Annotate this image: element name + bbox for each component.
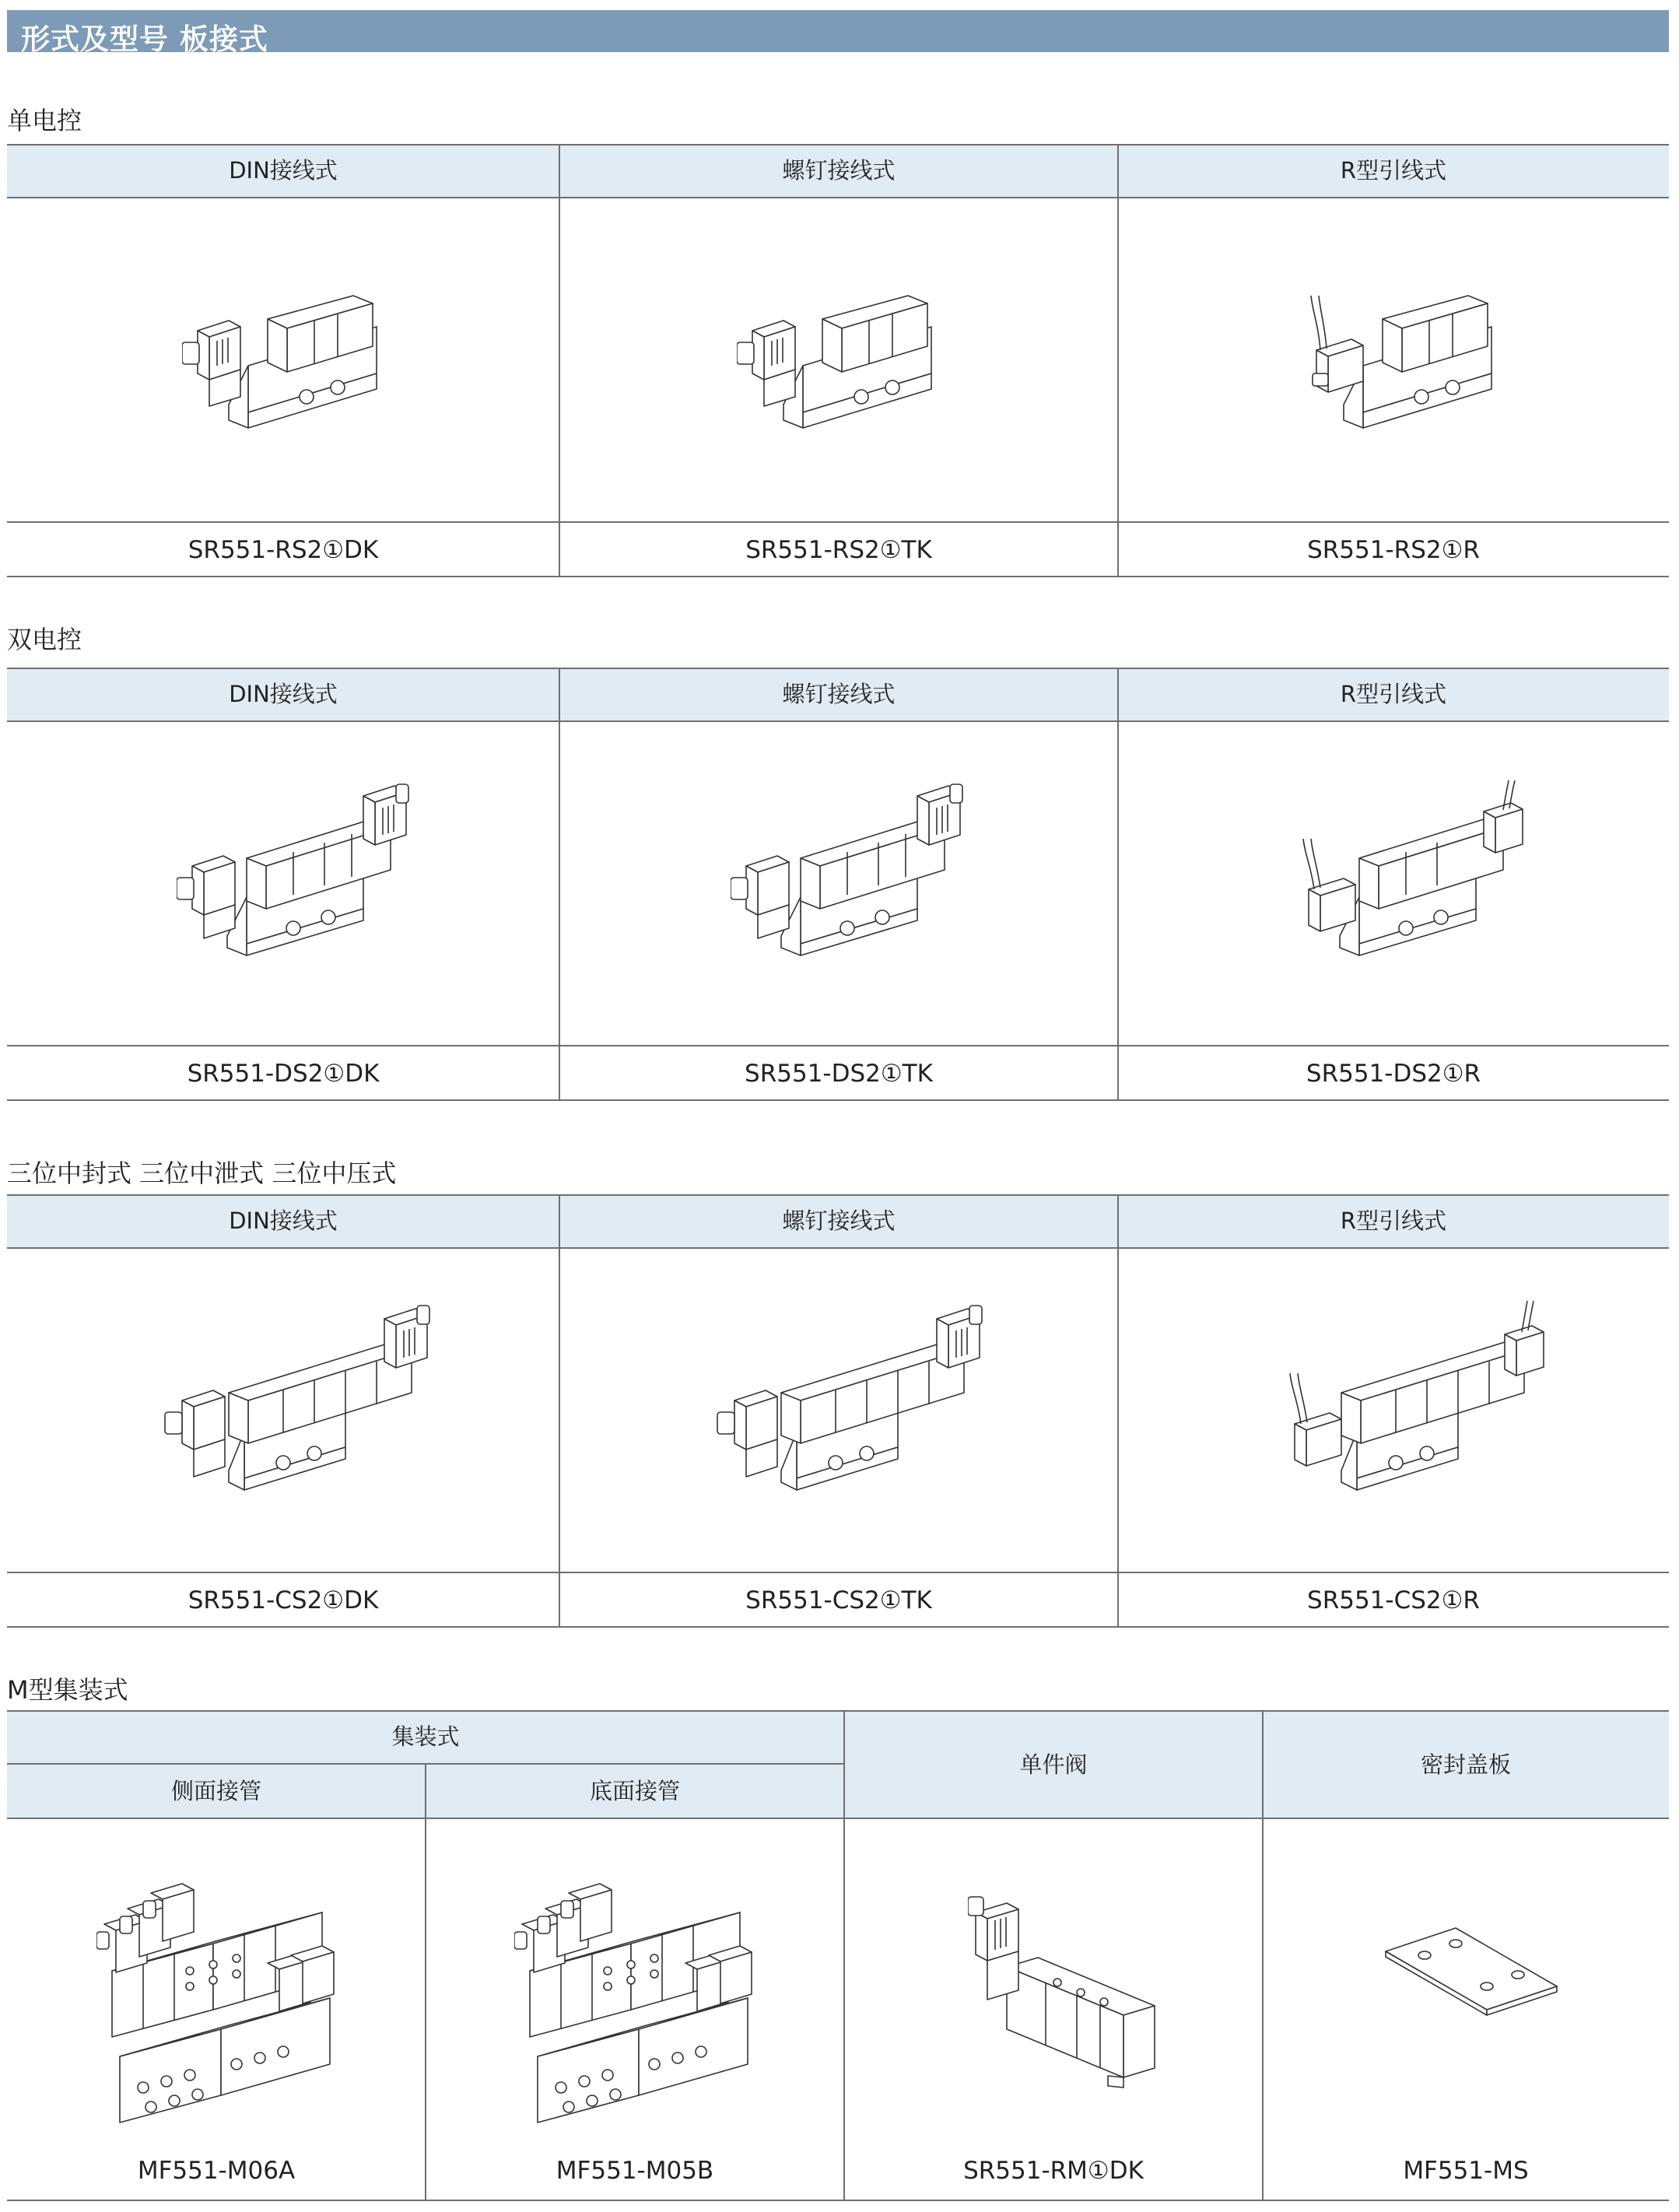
section-heading-three-position: 三位中封式 三位中泄式 三位中压式 — [7, 1159, 397, 1188]
column-divider — [425, 1763, 426, 2201]
section-heading-single-solenoid: 单电控 — [7, 106, 82, 135]
valve-r-lead-image — [1297, 272, 1515, 443]
column-divider — [559, 1194, 560, 1628]
column-divider — [559, 144, 560, 577]
model-cover-plate: MF551-MS — [1403, 2157, 1529, 2185]
manifold-bottom-image — [514, 1877, 755, 2126]
col-header-side-piping: 侧面接管 — [170, 1778, 261, 1804]
model-screw: SR551-DS2①TK — [745, 1060, 933, 1088]
model-r-lead: SR551-RS2①R — [1307, 536, 1480, 564]
model-screw: SR551-RS2①TK — [745, 536, 932, 564]
single-valve-image — [968, 1889, 1162, 2091]
valve-din-image — [182, 272, 400, 443]
col-header-cover-plate: 密封盖板 — [1420, 1751, 1511, 1778]
col-header-single-valve: 单件阀 — [1019, 1751, 1088, 1778]
col-header-screw: 螺钉接线式 — [782, 1208, 896, 1234]
model-manifold-side: MF551-M06A — [137, 2157, 296, 2185]
valve-r-lead-image — [1289, 780, 1530, 967]
col-header-din: DIN接线式 — [229, 1208, 338, 1234]
col-header-din: DIN接线式 — [229, 157, 338, 184]
model-din: SR551-CS2①DK — [188, 1586, 379, 1614]
col-header-r-lead: R型引线式 — [1340, 681, 1447, 707]
three-position-table — [7, 1194, 1669, 1628]
table-bottom-border — [7, 2200, 1669, 2201]
page-title: 形式及型号 板接式 — [21, 23, 268, 56]
model-screw: SR551-CS2①TK — [745, 1586, 932, 1614]
column-divider — [843, 1710, 845, 2201]
valve-din-image — [159, 1299, 439, 1502]
table-image-row — [7, 1249, 1669, 1572]
column-divider — [1117, 144, 1119, 577]
valve-screw-image — [731, 780, 972, 967]
page-title-bar — [7, 10, 1669, 56]
col-header-r-lead: R型引线式 — [1340, 157, 1447, 184]
model-din: SR551-DS2①DK — [187, 1060, 380, 1088]
cover-plate-image — [1378, 1920, 1565, 2021]
table-image-row — [7, 722, 1669, 1045]
column-divider — [1117, 1194, 1119, 1628]
column-divider — [1262, 1710, 1264, 2201]
model-r-lead: SR551-DS2①R — [1306, 1060, 1481, 1088]
col-header-screw: 螺钉接线式 — [782, 681, 896, 707]
manifold-side-image — [96, 1877, 338, 2126]
column-divider — [1117, 668, 1119, 1101]
section-heading-manifold: M型集装式 — [7, 1675, 128, 1705]
model-manifold-bottom: MF551-M05B — [556, 2157, 714, 2185]
double-solenoid-table — [7, 668, 1669, 1101]
col-header-manifold-group: 集装式 — [391, 1723, 460, 1750]
model-r-lead: SR551-CS2①R — [1307, 1586, 1480, 1614]
valve-screw-image — [737, 272, 955, 443]
col-header-bottom-piping: 底面接管 — [589, 1778, 680, 1804]
manifold-table — [7, 1710, 1669, 2201]
valve-din-image — [177, 780, 418, 967]
single-solenoid-table — [7, 144, 1669, 577]
column-divider — [559, 668, 560, 1101]
valve-screw-image — [711, 1299, 991, 1502]
table-image-row — [7, 198, 1669, 521]
col-header-screw: 螺钉接线式 — [782, 157, 896, 184]
model-din: SR551-RS2①DK — [188, 536, 379, 564]
col-header-din: DIN接线式 — [229, 681, 338, 707]
section-heading-double-solenoid: 双电控 — [7, 625, 82, 654]
col-header-r-lead: R型引线式 — [1340, 1208, 1447, 1234]
valve-r-lead-image — [1271, 1299, 1551, 1502]
model-single-valve: SR551-RM①DK — [963, 2157, 1144, 2185]
